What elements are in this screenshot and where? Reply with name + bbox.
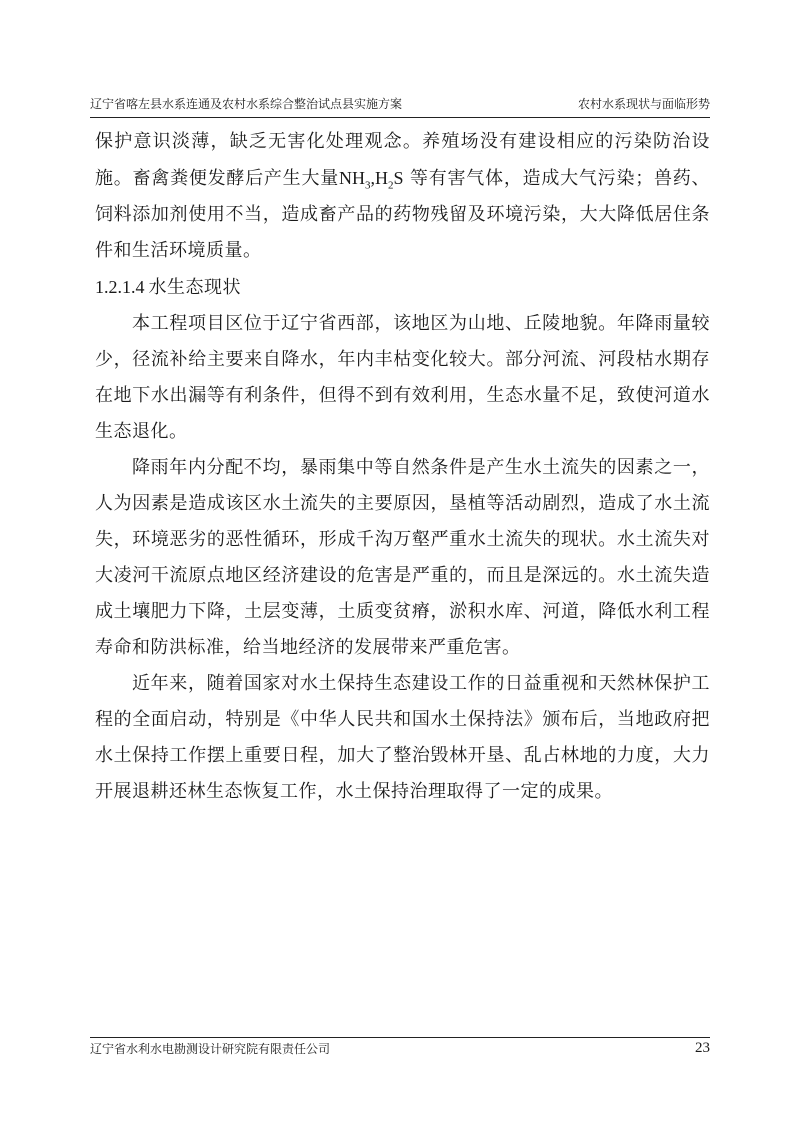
paragraph-conservation-progress: 近年来，随着国家对水土保持生态建设工作的日益重视和天然林保护工程的全面启动，特别是《中华人民共和国水土保持法》颁布后，当地政府把水土保持工作摆上重要日程，加大了整治毁林开垦、乱占林地的力度，大力开展退耕还林生态恢复工作，水土保持治理取得了一定的成果。 — [95, 673, 710, 802]
section-number: 1.2.1.4 — [95, 277, 145, 297]
page-number: 23 — [695, 1040, 710, 1056]
paragraph-livestock-pollution — [95, 124, 710, 269]
header-chapter-title: 农村水系现状与面临形势 — [577, 97, 710, 111]
page-footer — [90, 1040, 710, 1057]
header-document-title: 辽宁省喀左县水系连通及农村水系综合整治试点县实施方案 — [90, 97, 403, 111]
header-divider — [90, 117, 710, 118]
separator-comma: , — [370, 168, 375, 188]
page-header — [90, 92, 710, 112]
section-title: 水生态现状 — [148, 277, 241, 298]
paragraph-text: 等有害气体，造成大气污染；兽药、饲料添加剂使用不当，造成畜产品的药物残留及环境污染，大大降低居住条件和生活环境质量。 — [95, 168, 711, 261]
section-heading — [95, 269, 710, 306]
paragraph-water-ecology: 本工程项目区位于辽宁省西部，该地区为山地、丘陵地貌。年降雨量较少，径流补给主要来自降水，年内丰枯变化较大。部分河流、河段枯水期存在地下水出漏等有利条件，但得不到有效利用，生态水量不足，致使河道水生态退化。 — [95, 313, 710, 442]
chemical-h2s: $H_2S$ — [374, 168, 404, 192]
paragraph-soil-erosion: 降雨年内分配不均，暴雨集中等自然条件是产生水土流失的因素之一，人为因素是造成该区水土流失的主要原因，垦植等活动剧烈，造成了水土流失，环境恶劣的恶性循环，形成千沟万壑严重水土流失的现状。水土流失对大凌河干流原点地区经济建设的危害是严重的，而且是深远的。水土流失造成土壤肥力下降，土层变薄，土质变贫瘠，淤积水库、河道，降低水利工程寿命和防洪标准，给当地经济的发展带来严重危害。 — [95, 457, 710, 658]
page-body — [95, 124, 710, 810]
paragraph-text: 保护意识淡薄，缺乏无害化处理观念。养殖场没有建设相应的污染防治设施。畜禽粪便发酵后产生大量 — [95, 131, 710, 189]
footer-divider — [90, 1037, 710, 1038]
chemical-nh3: $NH_3$ — [338, 168, 371, 192]
footer-organization: 辽宁省水利水电勘测设计研究院有限责任公司 — [90, 1042, 331, 1056]
